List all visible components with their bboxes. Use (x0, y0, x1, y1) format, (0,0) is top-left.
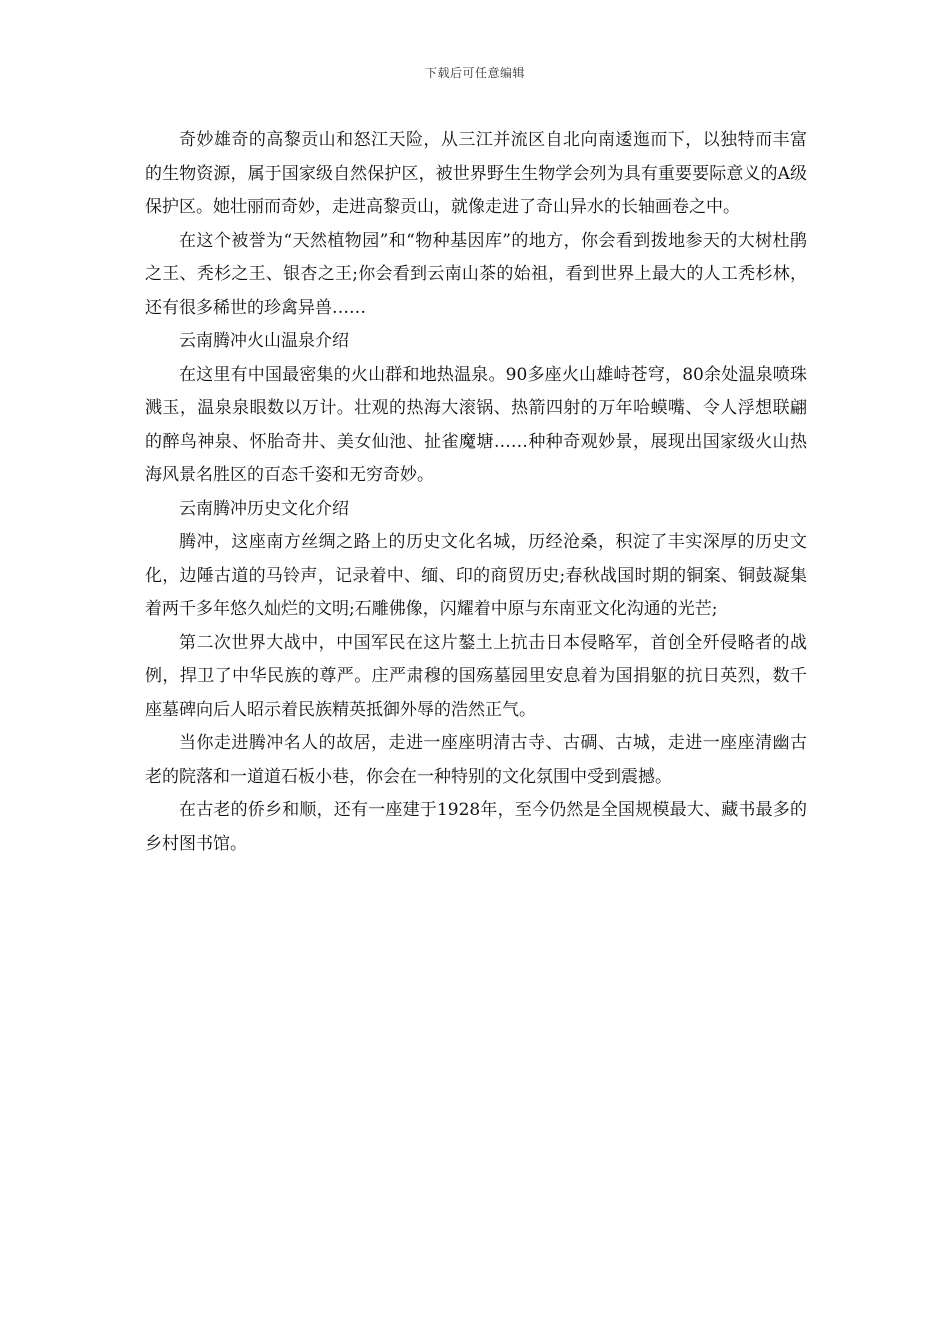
paragraph-volcano-hotspring: 在这里有中国最密集的火山群和地热温泉。90多座火山雄峙苍穹，80余处温泉喷珠溅玉，温泉泉眼数以万计。壮观的热海大滚锅、热箭四射的万年哈蟆嘴、令人浮想联翩的醉鸟神泉、怀胎奇井、美女仙池、扯雀魔塘……种种奇观妙景，展现出国家级火山热海风景名胜区的百态千姿和无穷奇妙。 (145, 364, 807, 485)
paragraph-former-residences: 当你走进腾冲名人的故居，走进一座座明清古寺、古碉、古城，走进一座座清幽古老的院落和一道道石板小巷，你会在一种特别的文化氛围中受到震撼。 (145, 733, 807, 787)
paragraph-heshun-library: 在古老的侨乡和顺，还有一座建于1928年，至今仍然是全国规模最大、藏书最多的乡村图书馆。 (145, 800, 807, 854)
document-body (145, 124, 807, 861)
section-heading-history-culture: 云南腾冲历史文化介绍 (179, 498, 349, 519)
page-header: 下载后可任意编辑 (424, 66, 525, 80)
paragraph-history-culture: 腾冲，这座南方丝绸之路上的历史文化名城，历经沧桑，积淀了丰实深厚的历史文化，边陲古道的马铃声，记录着中、缅、印的商贸历史;春秋战国时期的铜案、铜鼓凝集着两千多年悠久灿烂的文明;石雕佛像，闪耀着中原与东南亚文化沟通的光芒; (145, 532, 807, 619)
section-heading-volcano-hotspring: 云南腾冲火山温泉介绍 (179, 331, 349, 351)
paragraph-gaoligong-intro: 奇妙雄奇的高黎贡山和怒江天险，从三江并流区自北向南逶迤而下，以独特而丰富的生物资源，属于国家级自然保护区，被世界野生生物学会列为具有重要要际意义的A级保护区。她壮丽而奇妙，走进高黎贡山，就像走进了奇山异水的长轴画卷之中。 (145, 130, 807, 217)
paragraph-world-war-two: 第二次世界大战中，中国军民在这片鏊土上抗击日本侵略军，首创全歼侵略者的战例，捍卫了中华民族的尊严。庄严肃穆的国殇墓园里安息着为国捐躯的抗日英烈，数千座墓碑向后人昭示着民族精英抵御外辱的浩然正气。 (145, 632, 807, 720)
paragraph-botanical-garden: 在这个被誉为“天然植物园”和“物种基因库”的地方，你会看到拨地参天的大树杜鹃之王、秃杉之王、银杏之王;你会看到云南山茶的始祖，看到世界上最大的人工秃杉林，还有很多稀世的珍禽异兽…… (145, 230, 807, 318)
